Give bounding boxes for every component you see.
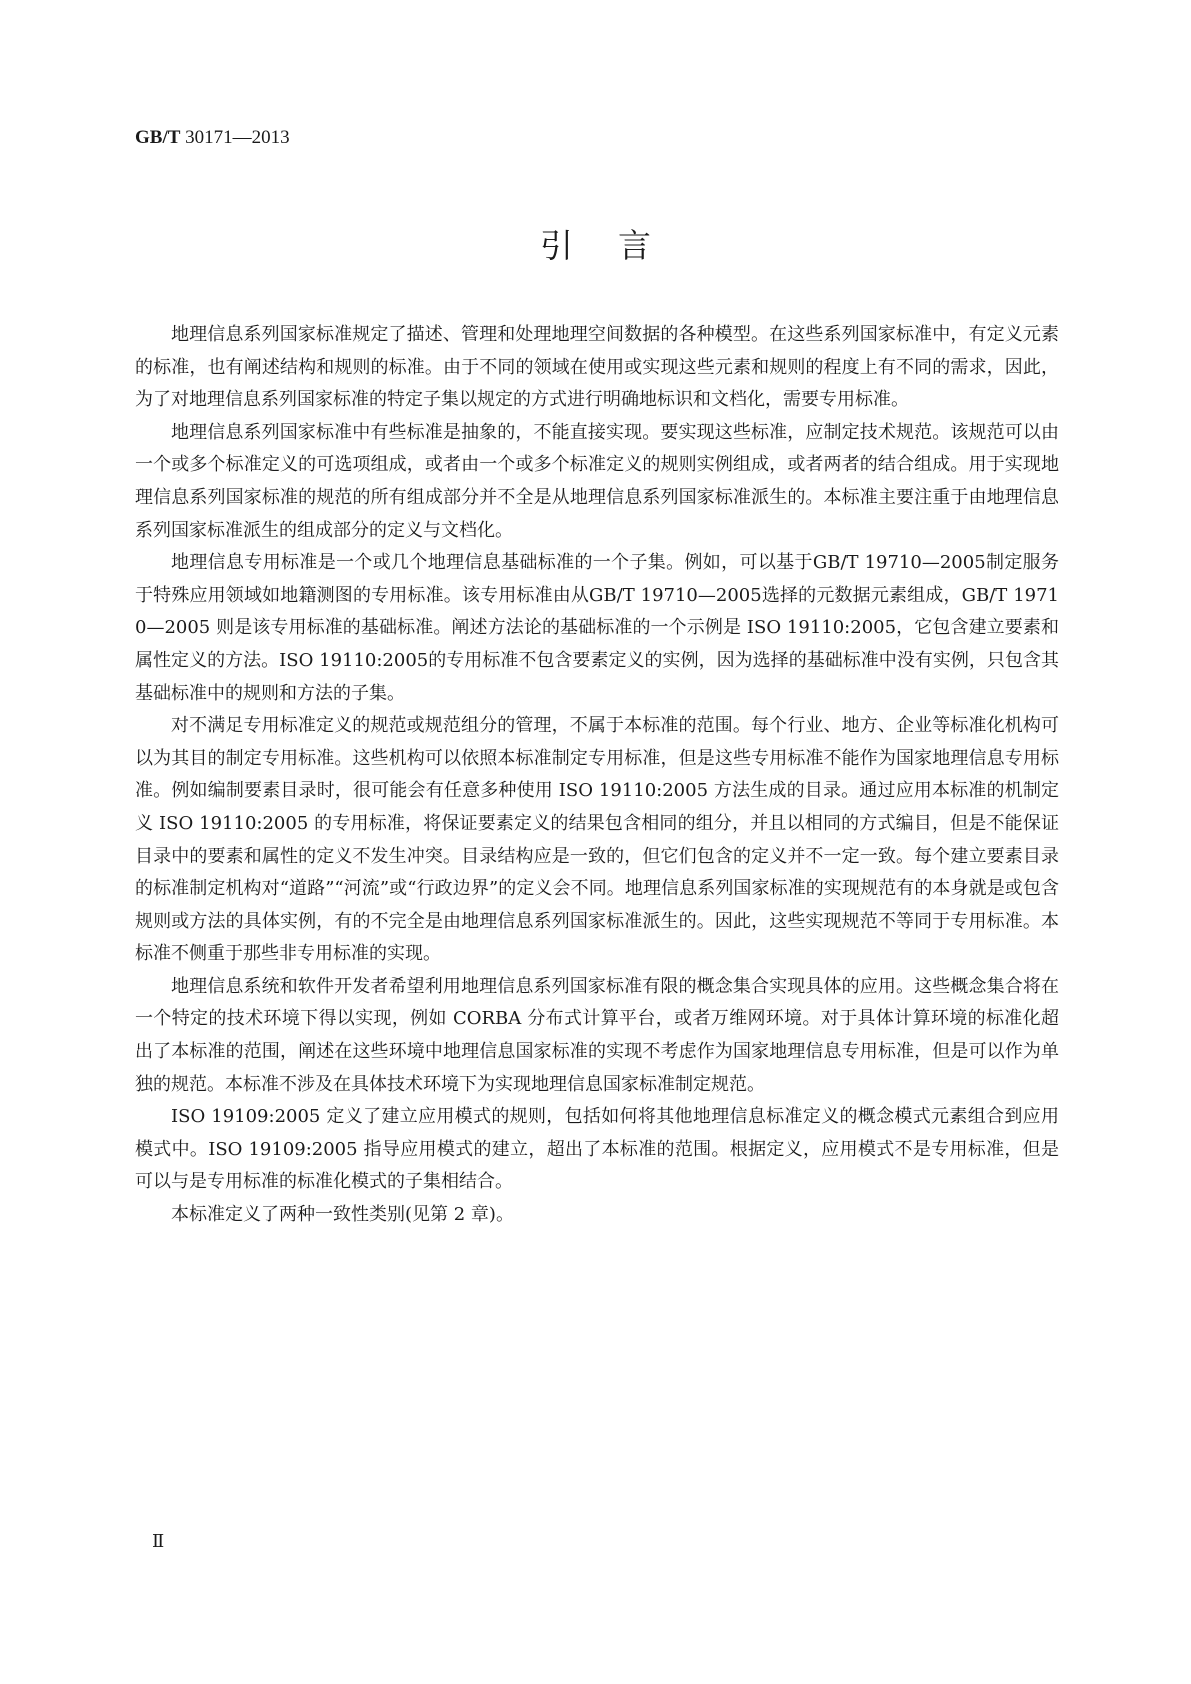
paragraph-3: 地理信息专用标准是一个或几个地理信息基础标准的一个子集。例如，可以基于GB/T 19710—2005制定服务于特殊应用领域如地籍测图的专用标准。该专用标准由从GB/T 19710—2005选择的元数据元素组成，GB/T 19710—2005 则是该专用标准的基础标准。阐述方法论的基础标准的一个示例是 ISO 19110:2005，它包含建立要素和属性定义的方法。ISO 19110:2005的专用标准不包含要素定义的实例，因为选择的基础标准中没有实例，只包含其基础标准中的规则和方法的子集。: [135, 552, 1059, 704]
paragraph-4: 对不满足专用标准定义的规范或规范组分的管理，不属于本标准的范围。每个行业、地方、企业等标准化机构可以为其目的制定专用标准。这些机构可以依照本标准制定专用标准，但是这些专用标准不能作为国家地理信息专用标准。例如编制要素目录时，很可能会有任意多种使用 ISO 19110:2005 方法生成的目录。通过应用本标准的机制定义 ISO 19110:2005 的专用标准，将保证要素定义的结果包含相同的组分，并且以相同的方式编目，但是不能保证目录中的要素和属性的定义不发生冲突。目录结构应是一致的，但它们包含的定义并不一定一致。每个建立要素目录的标准制定机构对“道路”“河流”或“行政边界”的定义会不同。地理信息系列国家标准的实现规范有的本身就是或包含规则或方法的具体实例，有的不完全是由地理信息系列国家标准派生的。因此，这些实现规范不等同于专用标准。本标准不侧重于那些非专用标准的实现。: [135, 715, 1059, 965]
standard-number: 30171—2013: [185, 127, 290, 148]
paragraph-1: 地理信息系列国家标准规定了描述、管理和处理地理空间数据的各种模型。在这些系列国家标准中，有定义元素的标准，也有阐述结构和规则的标准。由于不同的领域在使用或实现这些元素和规则的程度上有不同的需求，因此，为了对地理信息系列国家标准的特定子集以规定的方式进行明确地标识和文档化，需要专用标准。: [135, 324, 1059, 411]
paragraph-5: 地理信息系统和软件开发者希望利用地理信息系列国家标准有限的概念集合实现具体的应用。这些概念集合将在一个特定的技术环境下得以实现，例如 CORBA 分布式计算平台，或者万维网环境。对于具体计算环境的标准化超出了本标准的范围，阐述在这些环境中地理信息国家标准的实现不考虑作为国家地理信息专用标准，但是可以作为单独的规范。本标准不涉及在具体技术环境下为实现地理信息国家标准制定规范。: [135, 975, 1059, 1095]
standard-code: [135, 126, 290, 150]
paragraph-2: 地理信息系列国家标准中有些标准是抽象的，不能直接实现。要实现这些标准，应制定技术规范。该规范可以由一个或多个标准定义的可选项组成，或者由一个或多个标准定义的规则实例组成，或者两者的结合组成。用于实现地理信息系列国家标准的规范的所有组成部分并不全是从地理信息系列国家标准派生的。本标准主要注重于由地理信息系列国家标准派生的组成部分的定义与文档化。: [135, 421, 1059, 541]
page-title: 引言: [540, 226, 696, 265]
introduction-body: [135, 319, 1059, 1232]
paragraph-7: 本标准定义了两种一致性类别(见第 2 章)。: [171, 1204, 514, 1226]
page-number: Ⅱ: [152, 1531, 165, 1551]
paragraph-6: ISO 19109:2005 定义了建立应用模式的规则，包括如何将其他地理信息标准定义的概念模式元素组合到应用模式中。ISO 19109:2005 指导应用模式的建立，超出了本标准的范围。根据定义，应用模式不是专用标准，但是可以与是专用标准的标准化模式的子集相结合。: [135, 1106, 1059, 1193]
standard-prefix: GB/T: [135, 127, 181, 148]
